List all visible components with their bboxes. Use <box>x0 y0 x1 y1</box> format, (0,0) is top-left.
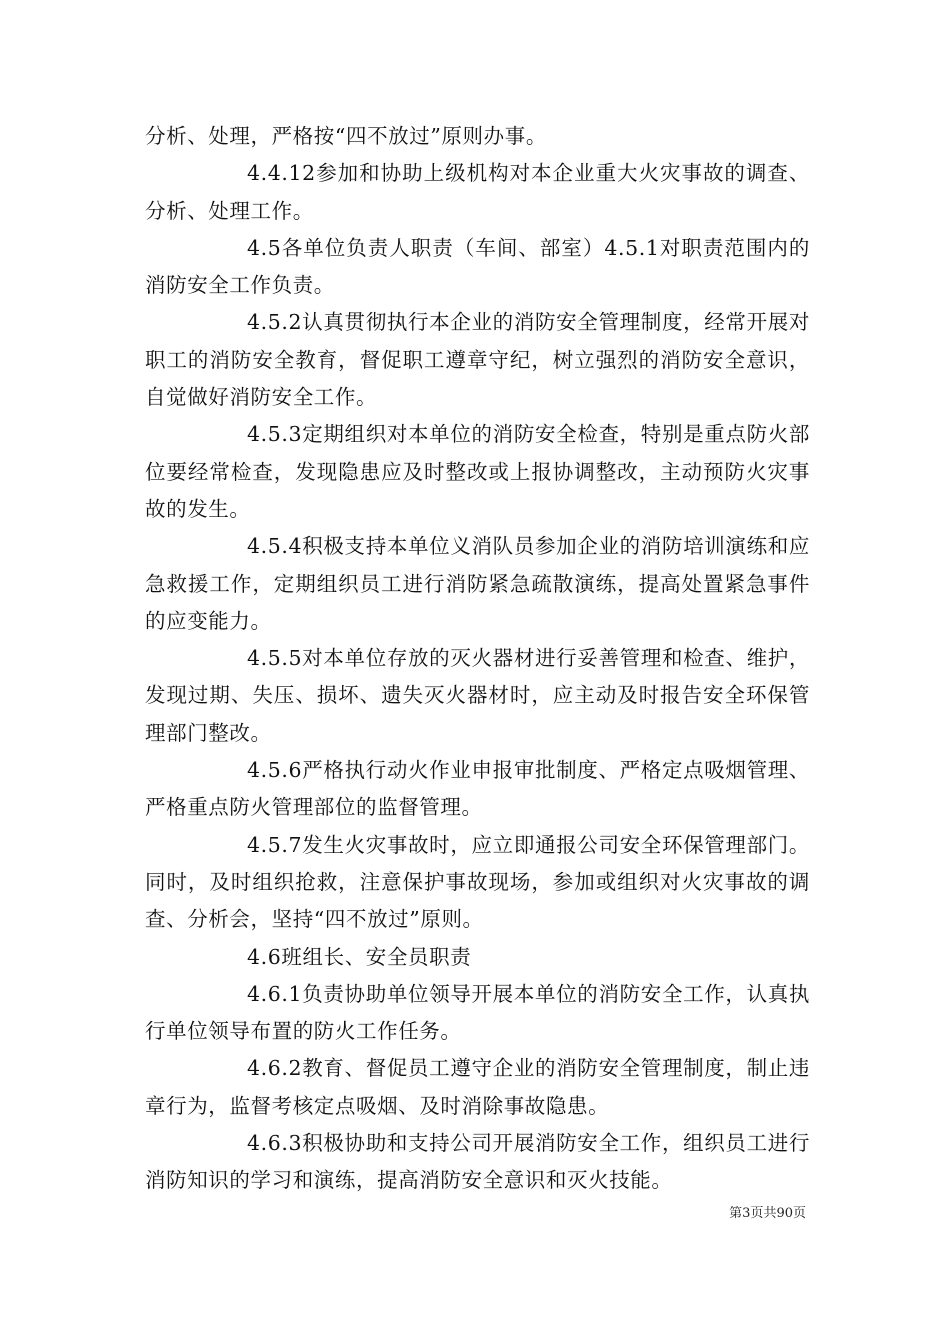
paragraph-4-5-4: 4.5.4积极支持本单位义消队员参加企业的消防培训演练和应急救援工作，定期组织员工进行消防紧急疏散演练，提高处置紧急事件的应变能力。 <box>145 534 810 633</box>
paragraph-4-4-12: 4.4.12参加和协助上级机构对本企业重大火灾事故的调查、分析、处理工作。 <box>145 161 810 223</box>
paragraph-4-5-5: 4.5.5对本单位存放的灭火器材进行妥善管理和检查、维护，发现过期、失压、损坏、遗失灭火器材时，应主动及时报告安全环保管理部门整改。 <box>145 646 810 745</box>
paragraph-4-6-1: 4.6.1负责协助单位领导开展本单位的消防安全工作，认真执行单位领导布置的防火工作任务。 <box>145 981 810 1044</box>
paragraph-4-5-6: 4.5.6严格执行动火作业申报审批制度、严格定点吸烟管理、严格重点防火管理部位的监督管理。 <box>145 758 810 820</box>
paragraph-4-5-2: 4.5.2认真贯彻执行本企业的消防安全管理制度，经常开展对职工的消防安全教育，督促职工遵章守纪，树立强烈的消防安全意识，自觉做好消防安全工作。 <box>145 310 810 410</box>
page-number-footer: 第3页共90页 <box>729 1206 806 1221</box>
paragraph-4-6-3: 4.6.3积极协助和支持公司开展消防安全工作，组织员工进行消防知识的学习和演练，提高消防安全意识和灭火技能。 <box>145 1131 810 1193</box>
paragraph-4-5-7: 4.5.7发生火灾事故时，应立即通报公司安全环保管理部门。同时，及时组织抢救，注意保护事故现场，参加或组织对火灾事故的调查、分析会，坚持“四不放过”原则。 <box>145 832 810 932</box>
paragraph-4-5: 4.5各单位负责人职责（车间、部室）4.5.1对职责范围内的消防安全工作负责。 <box>145 235 810 298</box>
paragraph-continuation: 分析、处理，严格按“四不放过”原则办事。 <box>145 124 547 148</box>
document-body <box>145 118 810 1200</box>
paragraph-4-5-3: 4.5.3定期组织对本单位的消防安全检查，特别是重点防火部位要经常检查，发现隐患应及时整改或上报协调整改，主动预防火灾事故的发生。 <box>145 422 810 521</box>
paragraph-4-6-2: 4.6.2教育、督促员工遵守企业的消防安全管理制度，制止违章行为，监督考核定点吸烟、及时消除事故隐患。 <box>145 1056 810 1118</box>
section-heading-4-6: 4.6班组长、安全员职责 <box>247 944 472 969</box>
